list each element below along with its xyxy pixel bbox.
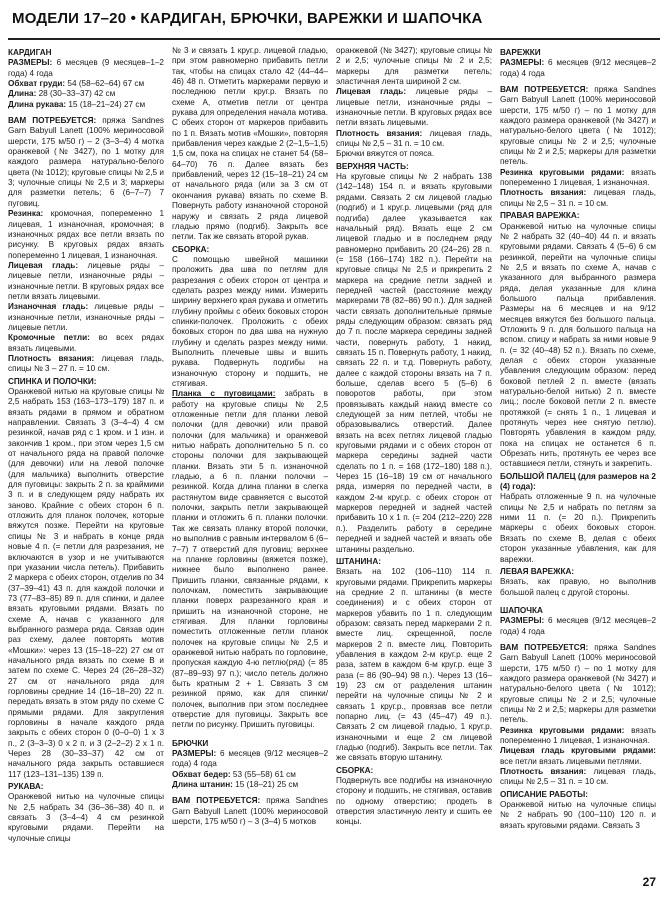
paragraph bbox=[8, 792, 164, 844]
paragraph-lead: ВАМ ПОТРЕБУЕТСЯ: bbox=[8, 116, 97, 126]
paragraph-text: На круговые спицы № 2 набрать 138 (142–148) 154 п. и вязать круговыми рядами. Связать 2 см лицевой гладью (подгиб) и 1 круг.р. лицевыми (ряд для подгиба) далее указывается как начальный ряд). Вязать еще 2 см лицевой гладью и в последнем ряду равномерно прибавить 20 (24–26) 28 п. (= 158 (166–174) 182 п.). Перейти на круговые спицы № 2,5 и прикрепить 2 маркера на средние петли задней и передней частей (расстояние между маркерами 78 (82–86) 90 п.). Для задней части связать дополнительные прямые ряды следующим образом: связать ряд до 7 п. после маркера середины задней части, повернуть работу, 1 накид, связать 15 п. Повернуть работу, 1 накид, связать 22 п. и т.д. Повернуть работу, далее с каждой стороны вязать на 7 п. больше, сделав всего 5 (5–6) 6 поворотов работы, при этом провязывать каждый накид вместе со следующей за ним петлей, чтобы не образовывались отверстий. Далее вязать на всех петлях лицевой гладью круговыми рядами и с обеих сторон от маркера середины задней части сделать по 1 п. = 168 (172–180) 188 п.). Через 15 (16–18) 19 см от начального ряда, измеряя по передней части, в каждом 2-м круг.р. с обеих сторон от маркеров передней и задней частей прибавить 10 x 1 п. (= 204 (212–220) 228 п.). Разделить работу в середине передней и задней частей и вязать обе штанины раздельно. bbox=[336, 172, 492, 554]
text-columns bbox=[8, 46, 660, 866]
spacer bbox=[172, 731, 328, 737]
section-heading: ВЕРХНЯЯ ЧАСТЬ: bbox=[336, 161, 409, 171]
paragraph bbox=[500, 577, 656, 598]
paragraph bbox=[172, 780, 328, 790]
section-heading: КАРДИГАН bbox=[8, 48, 52, 57]
paragraph-text: лицевые ряды – лицевые петли, изнаночные ряды – изнаночные петли. В круговых рядах все петли вязать лицевыми. bbox=[8, 260, 164, 301]
paragraph-text: 15 (18–21–24) 27 см bbox=[66, 99, 146, 109]
paragraph bbox=[8, 100, 164, 110]
section-heading: ВАРЕЖКИ bbox=[500, 48, 541, 57]
paragraph bbox=[500, 492, 656, 564]
paragraph-text: 6 месяцев (9/12 месяцев–2 года) 4 года bbox=[500, 58, 656, 78]
paragraph-text: Оранжевой нитью на круговые спицы № 2,5 набрать 153 (163–173–179) 187 п. и вязать рядами в прямом и обратном направлении. Связать 3 (3–4–4) 4 см резинкой, начав ряд с 1 кром. и 1 изн. и закончив 1 кром., при этом через 1,5 см от начального ряда на правой полочке (для девочки) или на левой полочке (для мальчика) выполнить отверстие для пуговицы: закрыть 2 п. за краймими 3 п. и в следующем ряду набрать их заново. Крайние с обеих сторон 6 п. отложить для планок полочек, которые вяжутся позже. Перейти на круговые спицы № 3 и набрать в конце ряда новые 4 п. (= петли для разрезания, не включаются в узор и не учитываются при указании числа петель). Прибавить 2 маркера с обеих сторон, отделив по 34 (37–39–41) 43 п. для каждой полочки и 73 (77–83–85) 89 п. для спинки, и далее вязать круговыми рядами. Вязать по схеме А, начав с указанного для выбранного размера ряда. Связав один раз схему, далее повторять мотив «Мошки»: через 13 (15–18–22) 27 см от начального ряда вязать по схеме В и затем по схеме С. Через 24 (26–28–32) 27 см от начального ряда для горловины средние 14 (16–18–20) 22 п. передать вязать в этом ряду по схеме С прямыми рядами. Для закругления горловины в начале каждого ряда закрыть с обеих сторон 0 (0–0–0) 1 x 3 п., 2 (3–3–3) 0 x 2 п. и 3 (2–2–2) 2 x 1 п. Через 28 (30–33–37) 42 см от начального ряда закрыть оставшиеся 117 (123–131–135) 139 п. bbox=[8, 387, 164, 779]
paragraph-lead: Кромочные петли: bbox=[8, 333, 90, 343]
paragraph bbox=[8, 89, 164, 99]
paragraph bbox=[172, 255, 328, 389]
paragraph bbox=[500, 85, 656, 168]
section-heading: РУКАВА: bbox=[8, 782, 44, 792]
paragraph bbox=[172, 796, 328, 827]
paragraph-text: 6 месяцев (9/12 месяцев–2 года) 4 года bbox=[500, 616, 656, 636]
paragraph-text: 6 месяцев (9/12 месяцев–2 года) 4 года bbox=[172, 749, 328, 769]
paragraph-lead: Плотность вязания: bbox=[8, 353, 95, 363]
paragraph-text: вязать попеременно 1 лицевая, 1 изнаночная. bbox=[500, 725, 656, 745]
paragraph-text: пряжа Sandnes Garn Babyull Lanett (100% мериносовой шерсти, 175 м/50 г) – по 1 мотку для каждого размера оранжевой (№ 3427) и натурально-белого цвета (№ 1012); круговые спицы № 2 и 2,5; чулочные спицы № 2 и 2,5; маркеры для разметки петель. bbox=[500, 85, 656, 167]
paragraph-text: Брючки вяжутся от пояса. bbox=[336, 149, 435, 159]
paragraph bbox=[500, 168, 656, 189]
paragraph bbox=[8, 209, 164, 261]
paragraph-text: С помощью швейной машинки проложить два шва по петлям для разрезания с обеих сторон от центра и сделать разрез между ними. Измерить ширину верхнего края рукава и отметить глубину проймы с обеих боковых сторон спинки-полочек. Проложить с обеих боковых сторон по два шва на нужную глубину и сделать разрез между ними. Выполнить плечевые швы и вшить рукава. Подвернуть подгибы на изнаночную сторону и подшить, не стягивая. bbox=[172, 254, 328, 388]
paragraph-text: лицевая гладь, спицы № 2,5 – 31 п. = 10 см. bbox=[336, 128, 492, 149]
paragraph bbox=[336, 129, 492, 150]
paragraph-text: все петли вязать лицевыми петлями. bbox=[500, 756, 642, 766]
paragraph-text: 6 месяцев (9 месяцев–1–2 года) 4 года bbox=[8, 58, 164, 78]
paragraph-lead: ВАМ ПОТРЕБУЕТСЯ: bbox=[500, 85, 589, 95]
paragraph bbox=[500, 222, 656, 470]
section-heading: ШАПОЧКА bbox=[500, 605, 543, 615]
paragraph-lead: Лицевая гладь: bbox=[336, 87, 407, 97]
paragraph bbox=[172, 46, 328, 243]
column-3 bbox=[336, 46, 492, 866]
spacer bbox=[500, 598, 656, 604]
section-heading: БОЛЬШОЙ ПАЛЕЦ (для размеров на 2 (4) года): bbox=[500, 471, 656, 492]
column-1 bbox=[8, 46, 164, 866]
paragraph-lead: Плотность вязания: bbox=[336, 128, 423, 138]
paragraph-lead: РАЗМЕРЫ: bbox=[500, 616, 545, 626]
paragraph-lead: РАЗМЕРЫ: bbox=[8, 58, 53, 68]
section-heading: СПИНКА И ПОЛОЧКИ: bbox=[8, 376, 97, 386]
section-heading: ПРАВАЯ ВАРЕЖКА: bbox=[500, 211, 580, 221]
section-heading: ШТАНИНА: bbox=[336, 556, 381, 566]
paragraph-text: лицевая гладь, спицы № 2,5 – 31 п. = 10 см. bbox=[500, 188, 656, 208]
paragraph-lead: Резинка круговыми рядами: bbox=[500, 167, 625, 177]
paragraph-text: лицевая гладь, спицы № 2,5 – 31 п. = 10 см. bbox=[500, 767, 656, 787]
paragraph-lead: Лицевая гладь круговыми рядами: bbox=[500, 746, 656, 756]
paragraph bbox=[336, 149, 492, 159]
paragraph bbox=[8, 261, 164, 302]
page-header bbox=[8, 4, 660, 40]
paragraph bbox=[8, 333, 164, 354]
paragraph-lead: Плотность вязания: bbox=[500, 188, 587, 198]
section-heading: ЛЕВАЯ ВАРЕЖКА: bbox=[500, 566, 575, 576]
paragraph bbox=[500, 726, 656, 747]
paragraph-text: пряжа Sandnes Garn Babyull Lanett (100% мериносовой шерсти, 175 м/50 г) – 3 (3–4) 5 мотков bbox=[172, 796, 328, 827]
paragraph-text: Набрать отложенные 9 п. на чулочные спицы № 2,5 и набрать по петлям за ними 11 п. (= 20 п.). Прикрепить маркеры с обеих боковых сторон. Вязать по схеме В, делая с обеих сторон указанные убавления, как для варежки. bbox=[500, 492, 656, 564]
section-heading: СБОРКА: bbox=[172, 244, 210, 254]
paragraph bbox=[336, 87, 492, 128]
paragraph-text: во всех рядах вязать лицевыми. bbox=[8, 333, 164, 353]
section-heading: БРЮЧКИ bbox=[172, 738, 209, 748]
paragraph bbox=[172, 389, 328, 730]
paragraph bbox=[8, 302, 164, 333]
paragraph-text: лицевая гладь, спицы № 3 – 27 п. = 10 см. bbox=[8, 353, 164, 374]
column-2 bbox=[172, 46, 328, 866]
paragraph-lead: Обхват бедер: bbox=[172, 769, 231, 779]
paragraph bbox=[172, 770, 328, 780]
paragraph-text: лицевые ряды – лицевые петли, изнаночные ряды – изнаночные петли. В круговых рядах все петли вязать лицевыми. bbox=[336, 87, 492, 128]
paragraph-lead: ВАМ ПОТРЕБУЕТСЯ: bbox=[172, 796, 261, 806]
paragraph bbox=[8, 116, 164, 209]
section-heading: ОПИСАНИЕ РАБОТЫ: bbox=[500, 789, 588, 799]
paragraph-text: Оранжевой нитью на чулочные спицы № 2,5 набрать 34 (36–36–38) 40 п. и связать 3 (3–4–4) 4 см резинкой круговыми рядами. Перейти на чулочные спицы bbox=[8, 792, 164, 843]
paragraph-lead: Длина штанин: bbox=[172, 780, 233, 790]
paragraph bbox=[172, 749, 328, 770]
paragraph bbox=[500, 746, 656, 767]
paragraph-text: кромочная, попеременно 1 лицевая, 1 изнаночная, кромочная; в изнаночных рядах все петли вязать по рисунку. В круговых рядах вязать попеременно 1 лицевая, 1 изнаночная. bbox=[8, 209, 164, 260]
paragraph-text: вязать попеременно 1 лицевая, 1 изнаночная. bbox=[500, 167, 656, 188]
paragraph-lead: Лицевая гладь: bbox=[8, 260, 79, 270]
paragraph-lead: РАЗМЕРЫ: bbox=[172, 749, 217, 759]
paragraph bbox=[500, 616, 656, 637]
paragraph bbox=[336, 46, 492, 87]
paragraph bbox=[336, 567, 492, 764]
paragraph-lead: Изнаночная гладь: bbox=[8, 302, 89, 312]
paragraph bbox=[8, 58, 164, 79]
paragraph-text: Подвернуть все подгибы на изнаночную сторону и подшить, не стягивая, оставив по одному отверстию; продеть в отверстия эластичную ленту и сшить ее концы. bbox=[336, 776, 492, 827]
paragraph-text: лицевые ряды – изнаночные петли, изнаночные ряды – лицевые петли. bbox=[8, 302, 164, 332]
paragraph-lead: Резинка: bbox=[8, 209, 44, 219]
paragraph bbox=[500, 800, 656, 831]
paragraph bbox=[336, 172, 492, 555]
paragraph-lead: Обхват груди: bbox=[8, 79, 66, 89]
paragraph-text: Вязать, как правую, но выполнив большой палец с другой стороны. bbox=[500, 577, 656, 597]
paragraph-text: Вязать на 102 (106–110) 114 п. круговыми рядами. Прикрепить маркеры на средние 2 п. штанины (в месте соединения) и с обеих сторон от маркеров убавить по 1 п. следующим образом: связать перед маркерами 2 п. вместе лиц. скрещенной, после маркеров 2 п. вместе лиц. Повторить убавления в каждом 2-м круг.р. еще 2 раза, затем в каждом 6-м круг.р. еще 3 раза (= 86 (90–94) 98 п.). Через 13 (16–19) 23 см от разделения штанин перейти на чулочные спицы № 2 и связать 1 круг.р., провязав все петли попарно лиц. (= 43 (45–47) 49 п.). Связать 2 см лицевой гладью, 1 круг.р. изнаночными и еще 2 см лицевой гладью (подгиб). Закрыть все петли. Так же связать вторую штанину. bbox=[336, 567, 492, 763]
paragraph bbox=[500, 58, 656, 79]
paragraph-text: оранжевой (№ 3427); круговые спицы № 2 и 2,5; чулочные спицы № 2 и 2,5; маркеры для разметки петель; эластичная лента шириной 2 см. bbox=[336, 46, 492, 87]
paragraph-lead: Длина рукава: bbox=[8, 99, 67, 109]
paragraph-text: пряжа Sandnes Garn Babyull Lanett (100% мериносовой шерсти, 175 м/50 г) – 2 (3–3–4) 4 мотка оранжевой (№ 3427), по 1 мотку для каждого размера натурально-белого цвета (№ 1012); круговые спицы № 2,5 и 3; чулочные спицы № 2,5 и 3; маркеры для разметки петель; 6 (6–7–7) 7 пуговиц. bbox=[8, 116, 164, 208]
paragraph bbox=[8, 79, 164, 89]
column-4 bbox=[500, 46, 656, 866]
paragraph bbox=[336, 776, 492, 828]
page-number: 27 bbox=[642, 875, 656, 889]
paragraph-text: Оранжевой нитью на чулочные спицы № 2 набрать 90 (100–110) 120 п. и вязать круговыми рядами. Связать 3 bbox=[500, 800, 656, 830]
paragraph-lead: Плотность вязания: bbox=[500, 767, 587, 777]
paragraph-text: № 3 и связать 1 круг.р. лицевой гладью, при этом равномерно прибавить петли так, чтобы на спицах стало 42 (44–44–46) 48 п. Отметить маркерами первую и последнюю петли круг.р. Вязать по схеме А, отметив петли от центра рукава для определения начала мотива. С обеих сторон от маркеров прибавить по 1 п. Вязать мотив «Мошки», повторяя прибавления через каждые 2 (2–1,5–1,5) 1,5 см, пока на спицах не станет 54 (58–64–70) 76 п. Далее вязать без прибавлений, через 12 (15–18–21) 24 см от начального ряда (или за 3 см от окончания рукава) вязать по схеме В. Повернуть работу изнаночной стороной наружу и связать 2 ряда лицевой гладью прямо (подгиб). Закрыть все петли. Так же связать второй рукав. bbox=[172, 46, 328, 242]
paragraph-lead: Длина: bbox=[8, 89, 37, 99]
paragraph bbox=[500, 643, 656, 726]
paragraph-text: 28 (30–33–37) 42 см bbox=[36, 89, 116, 99]
paragraph-lead: Резинка круговыми рядами: bbox=[500, 725, 625, 735]
paragraph bbox=[500, 188, 656, 209]
paragraph bbox=[500, 767, 656, 788]
page-title: МОДЕЛИ 17–20 • КАРДИГАН, БРЮЧКИ, ВАРЕЖКИ И ШАПОЧКА bbox=[12, 10, 483, 27]
paragraph-text: 54 (58–62–64) 67 см bbox=[65, 79, 145, 89]
paragraph-text: 53 (55–58) 61 см bbox=[230, 769, 296, 779]
paragraph bbox=[8, 354, 164, 375]
paragraph-text: 15 (18–21) 25 см bbox=[232, 780, 299, 790]
paragraph bbox=[8, 387, 164, 780]
paragraph-text: пряжа Sandnes Garn Babyull Lanett (100% мериносовой шерсти, 175 м/50 г) – по 1 мотку для каждого размера оранжевой (№ 3427) и натурально-белого цвета (№ 1012); круговые спицы № 2 и 2,5; чулочные спицы № 2 и 2,5; маркеры для разметки петель. bbox=[500, 642, 656, 725]
paragraph-lead: Планка с пуговицами: bbox=[172, 389, 276, 399]
paragraph-lead: РАЗМЕРЫ: bbox=[500, 58, 545, 68]
paragraph-text: забрать в работу на круговые спицы № 2,5 отложенные петли для планки левой полочки (для девочки) или правой полочки (для мальчика) и оранжевой нитью набрать дополнительно 5 п. со стороны полочки для закрывающей планки. Вязать эти 5 п. изнаночной гладью, а 6 п. планки полочки – резинкой. Когда длина планки в слегка растянутом виде сравняется с высотой полочки, закрыть петли закрывающей планки и отложить 6 п. планки полочки. Так же связать планку второй полочки, но выполнив с равным интервалом 6 (6–7–7) 7 отверстий для пуговиц: верхнее на планке горловины (вяжется позже), нижнее было выполнено ранее. Пришить планки, связанные рядами, к полочкам, поместить закрывающие планки поверх разрезанного края и пришить на изнаночной стороне, не стягивая. Для планки горловины поместить отложенные петли планок полочек на круговые спицы № 2,5 и оранжевой нитью набрать по горловине, пропуская каждую 4-ю петлю(ряд) (= 85 (87–89–93) 97 п.); число петель должно быть кратным 2 + 1. Связать 3 см резинкой прямо, как для спинки/полочек, выполнив при этом последнее отверстие для пуговицы. Закрыть все петли по рисунку. Пришить пуговицы. bbox=[172, 389, 328, 730]
section-heading: СБОРКА: bbox=[336, 765, 374, 775]
paragraph-lead: ВАМ ПОТРЕБУЕТСЯ: bbox=[500, 642, 589, 652]
paragraph-text: Оранжевой нитью на чулочные спицы № 2 набрать 32 (40–40) 44 п. и вязать круговыми рядами. Связать 4 (5–6) 6 см резинкой, перейти на чулочные спицы № 2,5 и вязать по схеме А, начав с указанного для выбранного размера ряда, делая указанные для клина большого пальца прибавления. Размеры на 6 месяцев и на 9/12 месяцев вяжутся без большого пальца. Отложить 9 п. для большого пальца на вспом. спицу и набрать за ними новые 9 п. (= 32 (40–48) 52 п.). Вязать по схеме, делая с обеих сторон указанные убавления следующим образом: перед боковой петлей 2 п. вместе (вязать натурально-белой нитью) 2 п. вместе лиц.; после боковой петли 2 п. вместе протяжкой (= снять 1 п., 1 лицевая и протянуть через нее снятую петлю). Повторять убавления в каждом ряду, пока на спицах не останется 6 п. Обрезать нить, протянуть ее через все оставшиеся петли, стянуть и закрепить. bbox=[500, 221, 656, 469]
